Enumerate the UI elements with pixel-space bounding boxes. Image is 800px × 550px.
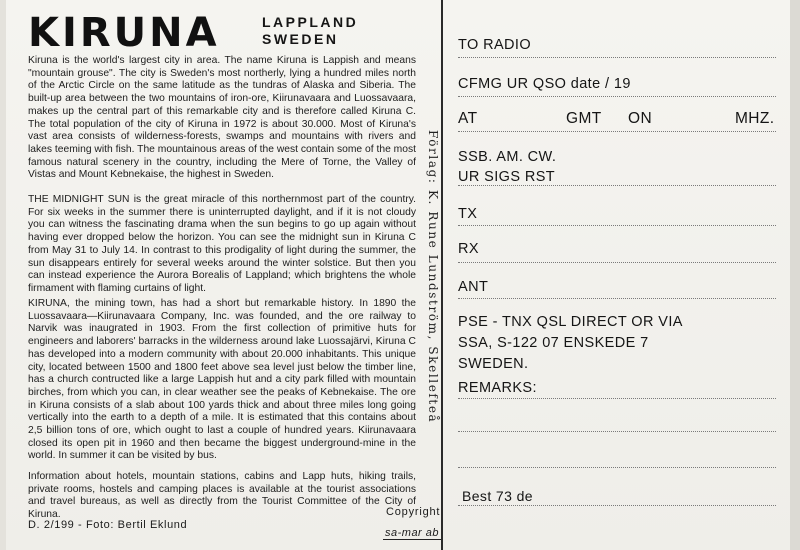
mining-town-paragraph: KIRUNA, the mining town, has had a short but remarkable history. In 1890 the Luossavaara—Kiirunavaara Company, Inc. was founded, and the ore railway to Narvik was inaugrated in 1903. From the first collection of primitive huts for engineers and laborers' barracks in the wilderness around lake Luossajärvi, Kiruna C has developed into a modern community with about 20.000 inhabitants. This unique city, located between 1500 and 1800 feet above sea level just below the timber line, has a church contructed like a large Lappish hut and a city park filled with mountain birches, from which you can, in clear weather see the peaks of Kebnekaise. The ore in Kiruna consists of a slab about 100 yards thick and about three miles long going vertically into the earth to a depth of a mile. It is estimated that this contains about 2,5 billion tons of ore, which ought to last a couple of hundred years. Kiirunavaara closed its open pit in 1960 and then became the biggest underground-mine in the world. In summer it can be visited by bus. [28,298,416,462]
best-73-label: Best 73 de [462,488,533,504]
remarks-line-2 [458,431,776,432]
sigs-line [458,185,776,186]
card-left-edge [0,0,6,550]
midnight-sun-paragraph: THE MIDNIGHT SUN is the great miracle of this northernmost part of the country. For six weeks in the summer there is uninterrupted daylight, and if it is not cloudy you can witness the fascinating drama when the sun begins to go up again without having ever dropped below the horizon. You can see the midnight sun in Kiruna C from May 31 to July 14. In contrast to this prodigality of light during the summer, the sun disappears entirely for several weeks around the winter solstice. But then you can instead experience the Aurora Borealis of Lappland; which brightens the whole firmament with flaming curtains of light. [28,194,416,294]
mhz-label: MHZ. [735,110,775,127]
subtitle-lappland: LAPPLAND [262,14,359,30]
page-title: KIRUNA [28,10,220,56]
to-radio-line [458,57,776,58]
remarks-line-3 [458,467,776,468]
ant-line [458,298,776,299]
pse-line1: PSE - TNX QSL DIRECT OR VIA [458,314,683,330]
remarks-line-1 [458,398,776,399]
center-divider [441,0,443,550]
subtitle-sweden: SWEDEN [262,31,339,47]
pse-line3: SWEDEN. [458,356,529,372]
to-radio-label: TO RADIO [458,37,532,53]
cfmg-line [458,96,776,97]
publisher-credit-vertical: Förlag: K. Rune Lundström, Skellefteå [426,130,440,424]
card-right-edge [790,0,800,550]
copyright-label: Copyright [386,506,441,518]
remarks-label: REMARKS: [458,380,537,396]
tx-label: TX [458,206,478,222]
signature-line [458,505,776,506]
ant-label: ANT [458,279,489,295]
qsl-form [458,0,778,550]
ur-sigs-label: UR SIGS RST [458,169,556,185]
gmt-label: GMT [566,110,602,127]
cfmg-label: CFMG UR QSO date / 19 [458,76,631,92]
at-label: AT [458,110,478,127]
on-label: ON [628,110,653,127]
modes-label: SSB. AM. CW. [458,149,557,165]
publisher-logo [383,527,441,539]
region-subtitle [262,14,358,48]
frequency-line [458,131,776,132]
information-paragraph: Information about hotels, mountain stations, cabins and Lapp huts, hiking trails, private rooms, hostels and camping places is available at the tourist associations and travel bureaus, as well as directly from the Tourist Committee of the City of Kiruna. [28,471,416,521]
pse-line2: SSA, S-122 07 ENSKEDE 7 [458,335,649,351]
photo-credit: D. 2/199 - Foto: Bertil Eklund [28,519,188,531]
tx-line [458,225,776,226]
intro-paragraph: Kiruna is the world's largest city in area. The name Kiruna is Lappish and means "mountain grouse". The city is Sweden's most northerly, lying a hundred miles north of the Arctic Circle on the same latitude as the tundras of Alaska and Siberia. The built-up area between the two mountains of iron-ore, Kiirunavaara and Luossavaara, makes up the central part of this remarkable city and is therefore called Kiruna C. The total population of the city of Kiruna in 1972 is about 30.000. Most of Kiruna's vast area consists of wilderness-forests, swamps and mountains with rivers and lakes teeming with fish. The mountainous areas of the west contain some of the most famous natural scenery in the country, including the Mere of Torne, the Valley of Vistas and Mount Kebnekaise, the highest in Sweden. [28,55,416,181]
rx-line [458,262,776,263]
rx-label: RX [458,241,479,257]
publisher-logo-text: sa-mar ab [385,527,440,539]
